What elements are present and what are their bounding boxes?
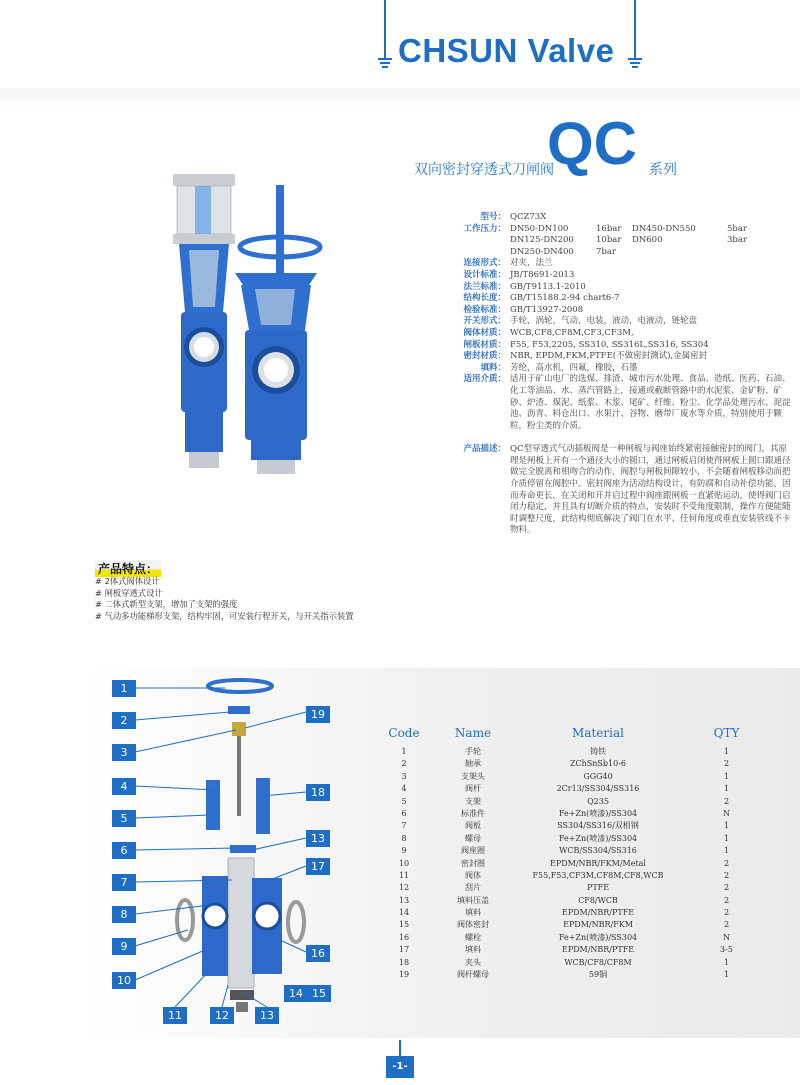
- table-row: [375, 845, 770, 857]
- spec-packing: [420, 363, 795, 375]
- callout-4: 4: [112, 778, 136, 795]
- cell-name: 阀座圈: [461, 846, 485, 856]
- series-subtitle: 双向密封穿透式刀闸阀: [414, 162, 554, 178]
- callout-15: 15: [307, 985, 331, 1002]
- table-row: [375, 820, 770, 832]
- cell-qty: 2: [723, 870, 730, 880]
- feature-item: # 气动多功能梯形支架，结构牢固，可安装行程开关，与开关指示装置: [95, 610, 354, 621]
- callout-3: 3: [112, 744, 136, 761]
- cell-qty: 2: [723, 858, 730, 868]
- spec-gate-material: [420, 340, 795, 352]
- spec-value: 芳纶，高水机，四氟，橡胶，石墨: [510, 362, 638, 373]
- table-row: [375, 944, 770, 956]
- cell-qty: 1: [723, 957, 730, 967]
- table-row: [375, 783, 770, 795]
- spec-label: 型号：: [480, 212, 506, 222]
- callout-13: 13: [306, 830, 330, 847]
- exploded-view-diagram: [110, 670, 345, 1025]
- cell-name: 密封圈: [461, 858, 485, 868]
- cell-code: 6: [401, 808, 407, 818]
- table-row: [375, 758, 770, 770]
- spec-value: GB/T15188.2-94 chart6-7: [510, 293, 620, 304]
- spec-label: 阀体材质：: [463, 327, 506, 338]
- table-row: [375, 870, 770, 882]
- cell-name: 支架头: [461, 771, 485, 781]
- callout-10: 10: [112, 972, 136, 989]
- pressure-cell: DN250-DN400: [510, 246, 574, 257]
- cell-code: 19: [398, 970, 410, 980]
- cell-qty: 1: [723, 747, 730, 756]
- cell-qty: 1: [723, 771, 730, 781]
- table-row: [375, 796, 770, 808]
- cell-name: 螺栓: [465, 932, 481, 942]
- spec-label: 产品描述：: [463, 444, 506, 455]
- cell-code: 12: [398, 883, 410, 893]
- spec-label: 检验标准：: [463, 304, 506, 315]
- table-row: [375, 833, 770, 845]
- spec-label: 开关形式：: [463, 316, 506, 327]
- cell-qty: 1: [723, 970, 730, 980]
- spec-description: [420, 444, 795, 537]
- cell-code: 4: [401, 784, 407, 794]
- spec-body-material: [420, 328, 795, 340]
- cell-code: 10: [398, 858, 410, 868]
- callout-2: 2: [112, 712, 136, 729]
- cell-name: 填料: [465, 945, 481, 955]
- cell-code: 5: [401, 796, 407, 806]
- spec-pressure: [420, 224, 795, 259]
- spec-value: JB/T8691-2013: [510, 269, 575, 280]
- page-badge-line: [399, 1040, 401, 1056]
- cell-code: 13: [398, 895, 410, 905]
- parts-table-header: [375, 726, 770, 746]
- cell-qty: 1: [723, 833, 730, 843]
- cell-material: EPDM/NBR/FKM: [563, 920, 633, 930]
- cell-qty: N: [723, 808, 730, 818]
- series-code: QC: [547, 110, 637, 177]
- cell-qty: 1: [723, 821, 730, 831]
- spec-label: 法兰标准：: [463, 281, 506, 292]
- parts-table: [375, 726, 770, 981]
- header-qty: QTY: [713, 726, 740, 740]
- pressure-cell: DN450-DN550: [632, 223, 696, 234]
- pressure-cell: DN600: [632, 235, 663, 246]
- pressure-cell: DN125-DN200: [510, 235, 574, 246]
- spec-label: 闸板材质：: [463, 339, 506, 350]
- cell-material: ZChSnSb10-6: [569, 759, 627, 769]
- spec-media: [420, 374, 795, 432]
- cell-material: Fe+Zn(喷漆)/SS304: [558, 833, 638, 843]
- pressure-table: [510, 224, 747, 259]
- cell-material: Fe+Zn(喷漆)/SS304: [558, 808, 638, 818]
- table-row: [375, 771, 770, 783]
- cell-name: 标准件: [461, 808, 485, 818]
- cell-material: EPDM/NBR/FKM/Metal: [549, 858, 646, 868]
- header-code: Code: [388, 726, 420, 740]
- cell-code: 11: [398, 870, 410, 880]
- header-divider: [0, 88, 800, 110]
- spec-label: 适用介质：: [463, 374, 506, 385]
- pressure-cell: 3bar: [727, 235, 747, 246]
- cell-material: Q235: [587, 796, 609, 806]
- spec-value: F55, F53,2205, SS310, SS316L,SS316, SS304: [510, 339, 709, 350]
- cell-material: WCB/CF8/CF8M: [564, 957, 632, 967]
- table-row: [375, 969, 770, 981]
- table-row: [375, 919, 770, 931]
- cell-code: 16: [398, 932, 410, 942]
- spec-connection: [420, 258, 795, 270]
- callout-12: 12: [210, 1007, 234, 1024]
- callout-13b: 13: [255, 1007, 279, 1024]
- features-title: 产品特点：: [95, 560, 161, 577]
- spec-value: 对夹，法兰: [510, 258, 553, 269]
- spec-value: GB/T13927-2008: [510, 304, 584, 315]
- spec-label: 工作压力：: [463, 223, 506, 234]
- pressure-cell: [632, 247, 707, 259]
- cell-material: Fe+Zn(喷漆)/SS304: [558, 932, 638, 942]
- spec-value: WCB,CF8,CF8M,CF3,CF3M,: [510, 327, 634, 338]
- cell-code: 18: [398, 957, 410, 967]
- cell-name: 轴承: [465, 759, 481, 769]
- spec-value: GB/T9113.1-2010: [510, 281, 586, 292]
- callout-7: 7: [112, 874, 136, 891]
- cell-code: 14: [398, 908, 410, 918]
- table-row: [375, 957, 770, 969]
- cell-qty: 2: [723, 759, 730, 769]
- pressure-cell: 7bar: [596, 246, 616, 257]
- callout-5: 5: [112, 810, 136, 827]
- cell-qty: 2: [723, 908, 730, 918]
- cell-material: PTFE: [586, 883, 610, 893]
- handwheel-valve-image: [225, 185, 325, 475]
- cell-name: 填料压盖: [457, 895, 489, 905]
- spec-value: 手轮，涡轮，气动，电装，液动，电液动，链轮盘: [510, 316, 698, 327]
- spec-length-standard: [420, 293, 795, 305]
- spec-model: [420, 212, 795, 224]
- spec-value: NBR, EPDM,FKM,PTFE(不做密封测试),金属密封: [510, 351, 708, 362]
- spec-label: 密封材质：: [463, 351, 506, 362]
- cell-code: 7: [401, 821, 407, 831]
- pressure-cell: 10bar: [596, 235, 622, 246]
- pressure-cell: 16bar: [596, 223, 622, 234]
- cell-material: EPDM/NBR/PTFE: [561, 945, 635, 955]
- table-row: [375, 895, 770, 907]
- spec-flange-standard: [420, 282, 795, 294]
- callout-18: 18: [306, 784, 330, 801]
- cell-material: 59铜: [588, 970, 608, 980]
- cell-name: 螺母: [465, 833, 481, 843]
- cell-material: CF8/WCB: [578, 895, 618, 905]
- cell-material: SS304/SS316/双相钢: [557, 821, 639, 831]
- cell-qty: 2: [723, 883, 730, 893]
- cell-qty: 1: [723, 784, 730, 794]
- pressure-cell: [707, 247, 747, 259]
- spec-value: QCZ73X: [510, 212, 547, 222]
- cell-qty: 2: [723, 920, 730, 930]
- cell-material: WCB/SS304/SS316: [559, 846, 637, 856]
- page-number: -1-: [386, 1056, 414, 1078]
- spec-value: 适用于矿山电厂的选煤、排渣、城市污水处理、食品、造纸、医药、石油、化工等油品、水、蒸汽管路上，接通或截断管路中的水泥浆、金矿粉、矿砂、炉渣、煤泥、纸浆、木浆、尾矿、纤维、粉尘、化学品处理污水、泥淀池、沥青、料仓出口、水果汁、谷物、磨带厂废水等介质，特别使用于颗粒，粉尘类的介质。: [510, 374, 791, 431]
- spec-label: 设计标准：: [463, 269, 506, 280]
- cell-material: EPDM/NBR/PTFE: [561, 908, 635, 918]
- cell-name: 支架: [465, 796, 481, 806]
- callout-17: 17: [306, 858, 330, 875]
- callout-19: 19: [306, 706, 330, 723]
- brand-logo-title: CHSUN Valve: [398, 32, 615, 69]
- cell-name: 夹头: [465, 957, 481, 967]
- cell-qty: N: [723, 932, 730, 942]
- cell-qty: 2: [723, 895, 730, 905]
- feature-item: # 闸板穿透式设计: [95, 587, 163, 598]
- callout-16: 16: [306, 945, 330, 962]
- spec-label: 填料：: [480, 362, 506, 373]
- cell-name: 阀体密封: [457, 920, 489, 930]
- cell-qty: 3-5: [720, 945, 733, 955]
- callout-6: 6: [112, 842, 136, 859]
- cell-name: 手轮: [465, 747, 481, 756]
- header-name: Name: [454, 726, 492, 740]
- cell-name: 阀杆螺母: [457, 970, 489, 980]
- spec-seal-material: [420, 351, 795, 363]
- cell-material: 2Cr13/SS304/SS316: [556, 784, 640, 794]
- spec-list: [420, 212, 795, 537]
- feature-item: # 2体式阀体设计: [95, 576, 160, 586]
- callout-14: 14: [284, 985, 308, 1002]
- pressure-cell: DN50-DN100: [510, 223, 569, 234]
- cell-qty: 1: [723, 846, 730, 856]
- spec-label: 结构长度：: [463, 293, 506, 304]
- spec-operation: [420, 316, 795, 328]
- features-list: [95, 576, 354, 622]
- table-row: [375, 907, 770, 919]
- table-row: [375, 746, 770, 758]
- spec-value: QC型穿透式气动插板阀是一种闸板与阀座始终紧密接触密封的阀门，其原理是闸板上开有一个通径大小的圆口，通过闸板启闭使得闸板上圆口跟通径做完全脱离和相吻合的动作，阀腔与闸板间隙较小，不会随着闸板移动而把介质停留在阀腔中。密封阀座为活动结构设计，有防腐和自动补偿功能，因而寿命更长，在关闭和开并启过程中阀座跟闸板一直紧贴运动，使得阀门启闭力稳定，并且具有切断介质的特点，安装时不受角度限制，操作方便能随时调整尺度，此结构彻底解决了阀门在水平、任何角度或垂直安装管线不卡物料。: [510, 444, 791, 536]
- callout-11: 11: [163, 1007, 187, 1024]
- cell-code: 1: [401, 747, 407, 756]
- cell-material: F55,F53,CF3M,CF8M,CF8,WCB: [532, 870, 664, 880]
- cell-code: 15: [398, 920, 410, 930]
- cell-code: 2: [401, 759, 407, 769]
- spec-test-standard: [420, 305, 795, 317]
- callout-9: 9: [112, 938, 136, 955]
- feature-item: # 二体式新型支架，增加了支架的强度: [95, 599, 238, 609]
- cell-name: 阀体: [465, 870, 481, 880]
- header-material: Material: [572, 726, 624, 740]
- callout-8: 8: [112, 906, 136, 923]
- cell-name: 阀杆: [465, 784, 481, 794]
- cell-name: 刮片: [465, 883, 481, 893]
- cell-name: 填料: [465, 908, 481, 918]
- cell-code: 8: [401, 833, 407, 843]
- parts-table-body: [375, 746, 770, 981]
- spec-design-standard: [420, 270, 795, 282]
- cell-qty: 2: [723, 796, 730, 806]
- cell-name: 阀板: [465, 821, 481, 831]
- cell-material: 铸铁: [590, 747, 606, 756]
- pressure-cell: 5bar: [727, 223, 747, 234]
- series-suffix: 系列: [649, 162, 677, 178]
- table-row: [375, 882, 770, 894]
- table-row: [375, 858, 770, 870]
- cell-material: GGG40: [583, 771, 613, 781]
- callout-1: 1: [112, 680, 136, 697]
- table-row: [375, 932, 770, 944]
- cell-code: 17: [398, 945, 410, 955]
- table-row: [375, 808, 770, 820]
- cell-code: 9: [401, 846, 407, 856]
- spec-label: 连接形式：: [463, 258, 506, 269]
- cell-code: 3: [401, 771, 407, 781]
